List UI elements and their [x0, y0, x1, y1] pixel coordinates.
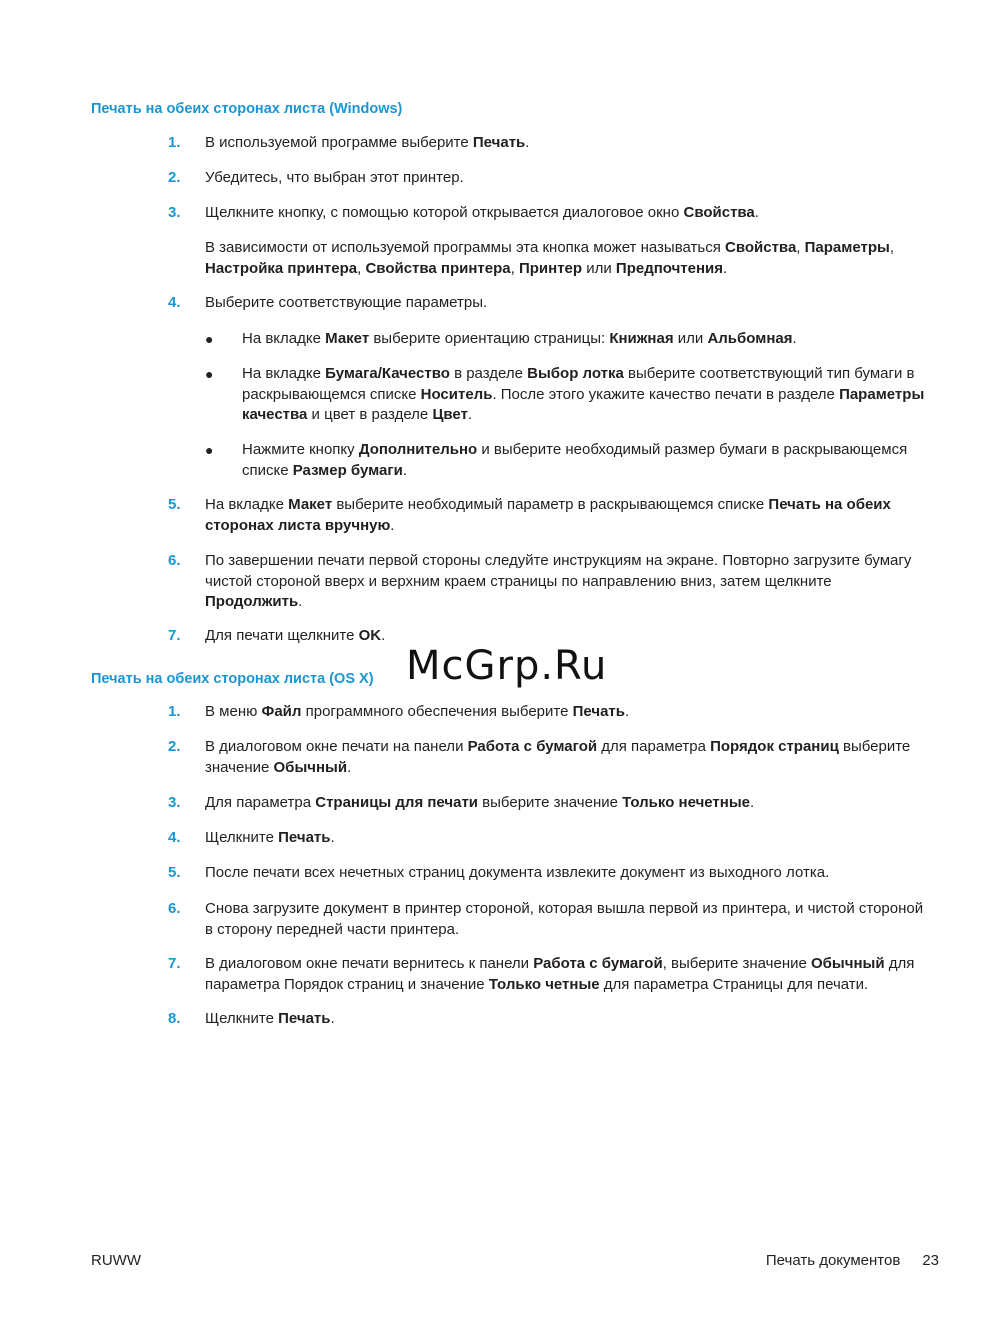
text-run: или	[582, 259, 616, 277]
emphasis-text: Печать на обеих сторонах листа вручную	[205, 496, 891, 534]
text-run: .	[723, 259, 728, 277]
text-run: По завершении печати первой стороны следуйте инструкциям на экране. Повторно загрузите бумагу чистой стороной вверх и верхним краем страницы по направлению вниз, затем щелкните	[205, 552, 912, 590]
emphasis-text: Свойства	[683, 204, 755, 221]
emphasis-text: Параметры качества	[242, 385, 925, 423]
step-text	[205, 793, 930, 814]
emphasis-text: Печать	[278, 1010, 331, 1027]
text-run: для параметра Страницы для печати.	[599, 975, 869, 993]
text-run: ,	[796, 239, 805, 256]
step-text	[205, 702, 930, 723]
step-text	[205, 863, 930, 884]
step-number: 3.	[168, 794, 181, 811]
text-run: в разделе	[449, 365, 528, 382]
text-run: .	[402, 461, 408, 479]
step-text	[205, 1009, 930, 1030]
step-text	[205, 495, 930, 536]
text-run: .	[381, 627, 386, 644]
text-run: Убедитесь, что выбран этот принтер.	[205, 169, 464, 186]
emphasis-text: OK	[358, 627, 382, 644]
step-number: 5.	[168, 864, 181, 881]
emphasis-text: Носитель	[420, 385, 493, 403]
text-run: Для параметра	[205, 794, 316, 811]
text-run: , выберите значение	[662, 955, 811, 972]
text-run: и выберите необходимый размер бумаги в раскрывающемся списке	[242, 441, 908, 479]
emphasis-text: Альбомная	[707, 330, 793, 347]
text-run: .	[467, 406, 473, 423]
emphasis-text: Параметры	[804, 239, 890, 256]
emphasis-text: Печать	[278, 829, 331, 846]
bullet-text	[242, 364, 932, 426]
step-text	[205, 899, 930, 940]
text-run: На вкладке	[242, 330, 326, 347]
text-run: . После этого укажите качество печати в разделе	[492, 385, 840, 403]
text-run: .	[330, 829, 335, 846]
footer-doc-code: RUWW	[91, 1252, 141, 1269]
bullet-icon: ●	[205, 331, 214, 347]
emphasis-text: Свойства	[725, 239, 797, 256]
step-number: 6.	[168, 900, 181, 917]
text-run: выберите значение	[205, 738, 911, 776]
emphasis-text: Макет	[325, 330, 370, 347]
section-heading-osx: Печать на обеих сторонах листа (OS X)	[91, 671, 374, 687]
bullet-text	[242, 440, 932, 481]
text-run: программного обеспечения выберите	[301, 703, 573, 720]
text-run: Снова загрузите документ в принтер стороной, которая вышла первой из принтера, и чистой стороной в сторону передней части принтера.	[205, 900, 924, 938]
text-run: .	[390, 516, 395, 534]
text-run: .	[624, 703, 630, 720]
step-text	[205, 551, 930, 613]
step-number: 5.	[168, 496, 181, 513]
emphasis-text: Порядок страниц	[710, 738, 839, 755]
text-run: Нажмите кнопку	[242, 441, 359, 458]
text-run: Выберите соответствующие параметры.	[205, 294, 488, 311]
emphasis-text: Выбор лотка	[527, 365, 624, 382]
step-text	[205, 737, 930, 778]
text-run: .	[347, 758, 352, 776]
text-run: Щелкните	[205, 829, 279, 846]
watermark-logo: McGrp.Ru	[406, 643, 608, 689]
text-run: В диалоговом окне печати вернитесь к панели	[205, 955, 534, 972]
step-number: 7.	[168, 627, 181, 644]
step-text	[205, 828, 930, 849]
emphasis-text: Макет	[288, 496, 333, 513]
text-run: ,	[889, 239, 895, 256]
text-run: В используемой программе выберите	[205, 134, 473, 151]
emphasis-text: Бумага/Качество	[325, 365, 450, 382]
step-text	[205, 133, 930, 154]
text-run: В зависимости от используемой программы эта кнопка может называться	[205, 239, 725, 256]
step-number: 4.	[168, 294, 181, 311]
text-run: выберите значение	[478, 794, 623, 811]
bullet-icon: ●	[205, 442, 214, 458]
text-run: После печати всех нечетных страниц документа извлеките документ из выходного лотка.	[205, 864, 830, 881]
emphasis-text: Настройка принтера	[205, 259, 358, 277]
text-run: для параметра	[597, 738, 711, 755]
emphasis-text: Только четные	[488, 975, 600, 993]
text-run: ,	[357, 259, 366, 277]
step-text	[205, 954, 930, 995]
step-text	[205, 293, 930, 314]
emphasis-text: Принтер	[518, 259, 583, 277]
text-run: .	[525, 134, 530, 151]
step-number: 4.	[168, 829, 181, 846]
emphasis-text: Книжная	[609, 330, 674, 347]
text-run: Щелкните кнопку, с помощью которой открывается диалоговое окно	[205, 204, 684, 221]
footer-section	[766, 1251, 939, 1271]
text-run: Щелкните	[205, 1010, 279, 1027]
emphasis-text: Страницы для печати	[315, 794, 479, 811]
emphasis-text: Только нечетные	[622, 794, 750, 811]
step-note	[205, 238, 935, 279]
text-run: .	[298, 593, 303, 610]
bullet-text	[242, 329, 932, 350]
text-run: и цвет в разделе	[307, 406, 433, 423]
text-run: .	[749, 794, 755, 811]
text-run: В диалоговом окне печати на панели	[205, 738, 468, 755]
step-number: 7.	[168, 955, 181, 972]
emphasis-text: Дополнительно	[358, 441, 478, 458]
text-run: Для печати щелкните	[205, 627, 359, 644]
text-run: выберите необходимый параметр в раскрывающемся списке	[332, 496, 769, 513]
step-number: 6.	[168, 552, 181, 569]
step-number: 1.	[168, 134, 181, 151]
emphasis-text: Обычный	[273, 758, 348, 776]
emphasis-text: Цвет	[432, 406, 468, 423]
emphasis-text: Предпочтения	[615, 259, 724, 277]
step-text	[205, 168, 930, 189]
step-text	[205, 203, 930, 224]
emphasis-text: Печать	[572, 703, 625, 720]
text-run: или	[673, 330, 708, 347]
page-number: 23	[922, 1252, 939, 1269]
step-number: 8.	[168, 1010, 181, 1027]
text-run: .	[792, 330, 797, 347]
step-number: 3.	[168, 204, 181, 221]
text-run: .	[754, 204, 759, 221]
emphasis-text: Продолжить	[205, 593, 299, 610]
text-run: На вкладке	[242, 365, 326, 382]
emphasis-text: Работа с бумагой	[533, 955, 663, 972]
emphasis-text: Печать	[472, 134, 526, 151]
emphasis-text: Файл	[261, 703, 302, 720]
bullet-icon: ●	[205, 366, 214, 382]
text-run: .	[330, 1010, 335, 1027]
step-number: 2.	[168, 738, 181, 755]
emphasis-text: Обычный	[811, 955, 885, 972]
text-run: выберите ориентацию страницы:	[369, 330, 610, 347]
text-run: ,	[510, 259, 519, 277]
text-run: выберите соответствующий тип бумаги в раскрывающемся списке	[242, 365, 915, 403]
text-run: для параметра Порядок страниц и значение	[205, 955, 915, 993]
emphasis-text: Свойства принтера	[365, 259, 511, 277]
emphasis-text: Размер бумаги	[292, 461, 403, 479]
emphasis-text: Работа с бумагой	[467, 738, 598, 755]
footer-chapter-title: Печать документов	[765, 1252, 901, 1269]
step-number: 1.	[168, 703, 181, 720]
text-run: В меню	[205, 703, 262, 720]
step-number: 2.	[168, 169, 181, 186]
section-heading-windows: Печать на обеих сторонах листа (Windows)	[91, 101, 403, 117]
text-run: На вкладке	[205, 496, 289, 513]
